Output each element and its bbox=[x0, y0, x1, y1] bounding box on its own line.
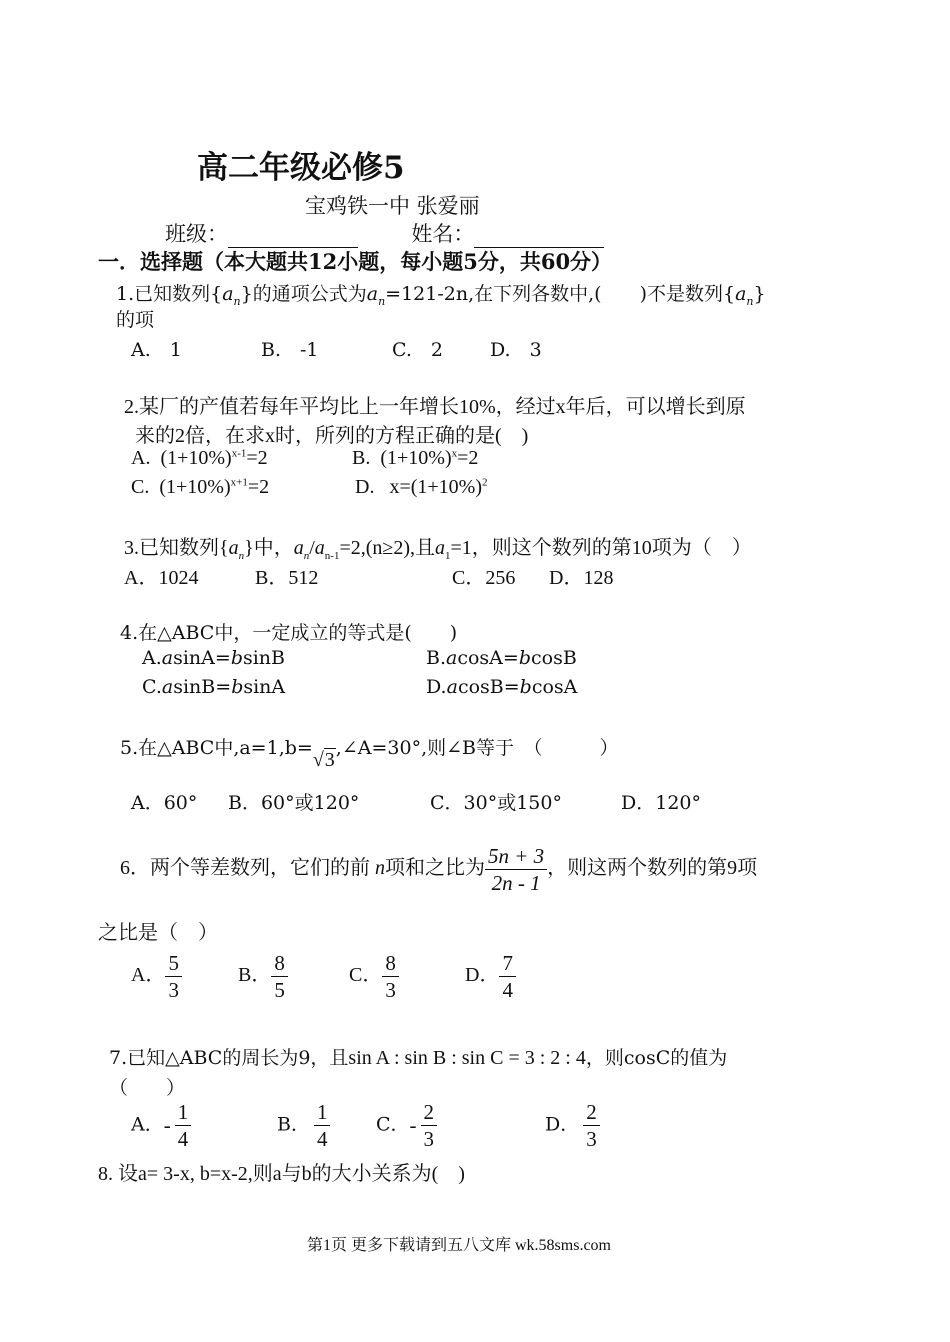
q4-d-var2: b bbox=[519, 676, 532, 698]
q6-d-fraction bbox=[499, 952, 516, 1001]
q1-var-a: a bbox=[222, 283, 234, 305]
q7-c-fraction bbox=[421, 1101, 438, 1150]
q2-b-exp: x bbox=[451, 447, 458, 460]
q2-d-base: x=(1+10%) bbox=[389, 476, 482, 498]
q6-a-num: 5 bbox=[165, 952, 182, 977]
q4-c-tail: sinA bbox=[243, 676, 286, 698]
q7-a-den: 4 bbox=[177, 1127, 189, 1152]
q7-d-fraction bbox=[583, 1101, 600, 1150]
question-8-stem: 8. 设a= 3-x, b=x-2,则a与b的大小关系为( ) bbox=[98, 1163, 465, 1185]
q2-b-tail: =2 bbox=[457, 447, 479, 469]
q4-b-text: cosA= bbox=[457, 647, 519, 669]
q3-text-1: 3.已知数列{ bbox=[124, 537, 229, 559]
q6-d-label: D． bbox=[465, 964, 500, 987]
q4-a-var2: b bbox=[230, 647, 243, 669]
q5-option-c[interactable]: C．30°或150° bbox=[430, 792, 562, 814]
q6-a-den: 3 bbox=[168, 978, 179, 1003]
q7-b-num: 1 bbox=[314, 1101, 331, 1126]
q1-option-a[interactable]: A. 1 bbox=[131, 339, 182, 361]
q4-c-var1: a bbox=[161, 676, 174, 698]
q4-option-c[interactable] bbox=[142, 676, 285, 698]
q2-c-base: (1+10%) bbox=[159, 476, 231, 498]
class-label: 班级： bbox=[165, 222, 228, 246]
q7-b-label: B． bbox=[277, 1113, 310, 1136]
q3-sub-n: n bbox=[303, 550, 310, 562]
q2-a-exp: x-1 bbox=[231, 447, 247, 460]
question-2-line2: 来的2倍，在求x时，所列的方程正确的是( ) bbox=[135, 425, 529, 447]
q7-b-den: 4 bbox=[316, 1127, 328, 1152]
q3-text-4: =2,(n≥2),且 bbox=[339, 537, 436, 559]
q4-d-var1: a bbox=[446, 676, 458, 698]
q2-d-label: D. bbox=[355, 476, 375, 498]
q6-d-num: 7 bbox=[499, 952, 516, 977]
q3-option-c[interactable]: C．256 bbox=[452, 567, 516, 589]
question-5-stem bbox=[120, 733, 619, 771]
page-footer: 第1页 更多下载请到五八文库 wk.58sms.com bbox=[307, 1237, 612, 1254]
q5-option-b[interactable]: B．60°或120° bbox=[228, 792, 360, 814]
student-info-line bbox=[165, 218, 604, 248]
q2-b-label: B. bbox=[352, 447, 371, 469]
question-6-line2: 之比是（ ） bbox=[98, 922, 218, 944]
q7-d-label: D． bbox=[545, 1113, 580, 1136]
section-heading: 一．选择题（本大题共12小题，每小题5分，共60分） bbox=[98, 249, 613, 274]
q1-option-d[interactable]: D. 3 bbox=[490, 339, 542, 361]
q4-d-label: D. bbox=[426, 676, 447, 698]
q2-c-tail: =2 bbox=[247, 476, 270, 498]
q7-c-label: C． bbox=[376, 1113, 410, 1136]
q6-c-fraction bbox=[382, 952, 399, 1001]
q1-option-c[interactable]: C. 2 bbox=[392, 339, 443, 361]
q7-option-c[interactable] bbox=[376, 1101, 437, 1150]
q6-b-num: 8 bbox=[271, 952, 288, 977]
q4-d-text: cosB= bbox=[457, 676, 520, 698]
q7-option-a[interactable] bbox=[131, 1101, 191, 1150]
q7-c-sign: - bbox=[409, 1113, 417, 1138]
q6-frac-den: 2n - 1 bbox=[491, 871, 541, 896]
q7-a-label: A． bbox=[131, 1113, 164, 1136]
q1-var-a: a bbox=[735, 283, 747, 305]
q2-c-exp: x+1 bbox=[230, 476, 248, 489]
question-7-line2: （ ） bbox=[109, 1077, 186, 1099]
q4-c-text: sinB= bbox=[173, 676, 232, 698]
q4-a-label: A. bbox=[142, 647, 162, 669]
q6-c-label: C． bbox=[349, 964, 383, 987]
q6-b-label: B． bbox=[238, 964, 272, 987]
q6-text-1: 6．两个等差数列，它们的前 bbox=[120, 857, 370, 880]
q2-c-label: C. bbox=[131, 476, 150, 498]
question-3-stem bbox=[124, 531, 752, 562]
q6-a-label: A． bbox=[131, 964, 166, 987]
q4-b-tail: cosB bbox=[531, 647, 577, 669]
q7-ratio: sin A : sin B : sin C = 3 : 2 : 4 bbox=[348, 1047, 586, 1069]
sqrt-radicand: 3 bbox=[324, 749, 335, 771]
q7-option-b[interactable] bbox=[277, 1101, 330, 1150]
q5-option-a[interactable]: A．60° bbox=[131, 792, 198, 814]
q4-a-tail: sinB bbox=[242, 647, 286, 669]
q6-option-a[interactable] bbox=[131, 952, 182, 1001]
q7-a-fraction bbox=[175, 1101, 192, 1150]
question-7-stem bbox=[109, 1043, 727, 1070]
q3-sub-n1: n-1 bbox=[324, 550, 340, 562]
q6-option-c[interactable] bbox=[349, 952, 399, 1001]
q7-text-2: ，则cosC的值为 bbox=[585, 1047, 728, 1069]
q3-var-a: a bbox=[435, 537, 446, 559]
q2-option-d[interactable] bbox=[355, 476, 488, 499]
q2-option-c[interactable] bbox=[131, 476, 269, 499]
q6-b-den: 5 bbox=[274, 978, 285, 1003]
q4-option-d[interactable] bbox=[426, 676, 577, 698]
q4-option-a[interactable] bbox=[142, 647, 285, 669]
question-2-stem: 2.某厂的产值若每年平均比上一年增长10%，经过x年后，可以增长到原 bbox=[124, 396, 746, 418]
q2-b-base: (1+10%) bbox=[380, 447, 452, 469]
q7-text-1: 7.已知△ABC的周长为9，且 bbox=[109, 1047, 349, 1069]
q2-a-tail: =2 bbox=[246, 447, 268, 469]
page-title: 高二年级必修5 bbox=[197, 150, 405, 186]
q1-sub-n: n bbox=[233, 294, 241, 308]
q2-a-base: (1+10%) bbox=[160, 447, 232, 469]
q3-sub-1: 1 bbox=[445, 550, 451, 562]
q4-b-var2: b bbox=[518, 647, 531, 669]
q7-d-den: 3 bbox=[586, 1127, 597, 1152]
q3-text-5: =1，则这个数列的第10项为（ ） bbox=[450, 537, 752, 559]
author-line: 宝鸡铁一中 张爱丽 bbox=[305, 194, 480, 218]
q6-frac-num: 5n + 3 bbox=[485, 845, 547, 870]
q4-c-label: C. bbox=[142, 676, 162, 698]
q2-option-a[interactable] bbox=[131, 447, 268, 470]
q7-a-num: 1 bbox=[175, 1101, 192, 1126]
q1-text-4: } bbox=[753, 283, 766, 305]
q6-b-fraction bbox=[271, 952, 288, 1001]
q7-option-d[interactable] bbox=[545, 1101, 600, 1150]
question-1-line2: 的项 bbox=[116, 309, 155, 331]
q6-a-fraction bbox=[165, 952, 182, 1001]
q4-c-var2: b bbox=[231, 676, 244, 698]
q1-sub-n: n bbox=[746, 294, 754, 308]
q4-d-tail: cosA bbox=[531, 676, 578, 698]
q4-a-text: sinA= bbox=[173, 647, 231, 669]
q5-option-d[interactable]: D．120° bbox=[621, 792, 701, 814]
q3-text-3: / bbox=[309, 537, 315, 559]
q7-b-fraction bbox=[314, 1101, 331, 1150]
q4-b-label: B. bbox=[426, 647, 447, 669]
q6-var-n: n bbox=[375, 857, 385, 880]
q3-var-a: a bbox=[228, 537, 239, 559]
q5-text-1: 5.在△ABC中,a=1,b= bbox=[120, 737, 313, 759]
q6-option-b[interactable] bbox=[238, 952, 288, 1001]
q6-c-den: 3 bbox=[385, 978, 396, 1003]
name-label: 姓名： bbox=[411, 222, 475, 246]
q3-option-d[interactable]: D．128 bbox=[549, 567, 614, 589]
question-1-stem bbox=[116, 279, 766, 308]
q2-d-exp: 2 bbox=[482, 476, 488, 489]
q1-text-1: 1.已知数列{ bbox=[116, 283, 223, 305]
q5-text-2: ,∠A=30°,则∠B等于 （ ） bbox=[335, 737, 619, 759]
q6-ratio-fraction bbox=[485, 845, 547, 894]
q3-option-b[interactable]: B．512 bbox=[255, 567, 319, 589]
q6-text-2: 项和之比为 bbox=[385, 857, 485, 880]
q3-sub-n: n bbox=[238, 550, 245, 562]
q1-text-2: }的通项公式为 bbox=[240, 283, 367, 305]
q7-c-num: 2 bbox=[421, 1101, 438, 1126]
q7-c-den: 3 bbox=[423, 1127, 435, 1152]
sqrt-3: √3 bbox=[312, 749, 335, 771]
q4-a-var1: a bbox=[161, 647, 174, 669]
q6-c-num: 8 bbox=[382, 952, 399, 977]
q1-text-3: =121-2n,在下列各数中,( )不是数列{ bbox=[385, 283, 736, 305]
q7-d-num: 2 bbox=[583, 1101, 600, 1126]
q6-text-3: ，则这两个数列的第9项 bbox=[547, 857, 758, 880]
q6-d-den: 4 bbox=[502, 978, 513, 1003]
q1-option-b[interactable]: B. -1 bbox=[261, 339, 319, 361]
q2-option-b[interactable] bbox=[352, 447, 478, 470]
q6-option-d[interactable] bbox=[465, 952, 516, 1001]
q1-sub-n: n bbox=[378, 294, 386, 308]
q3-text-2: }中， bbox=[244, 537, 294, 559]
q4-option-b[interactable] bbox=[426, 647, 577, 669]
q3-var-a: a bbox=[293, 537, 304, 559]
q3-option-a[interactable]: A．1024 bbox=[124, 567, 199, 589]
q3-var-a: a bbox=[314, 537, 325, 559]
question-6-stem bbox=[120, 845, 757, 894]
q2-a-label: A. bbox=[131, 447, 151, 469]
q7-a-sign: - bbox=[163, 1113, 171, 1138]
q4-b-var1: a bbox=[446, 647, 458, 669]
question-4-stem: 4.在△ABC中，一定成立的等式是( ) bbox=[120, 622, 458, 644]
q1-var-a: a bbox=[366, 283, 379, 305]
